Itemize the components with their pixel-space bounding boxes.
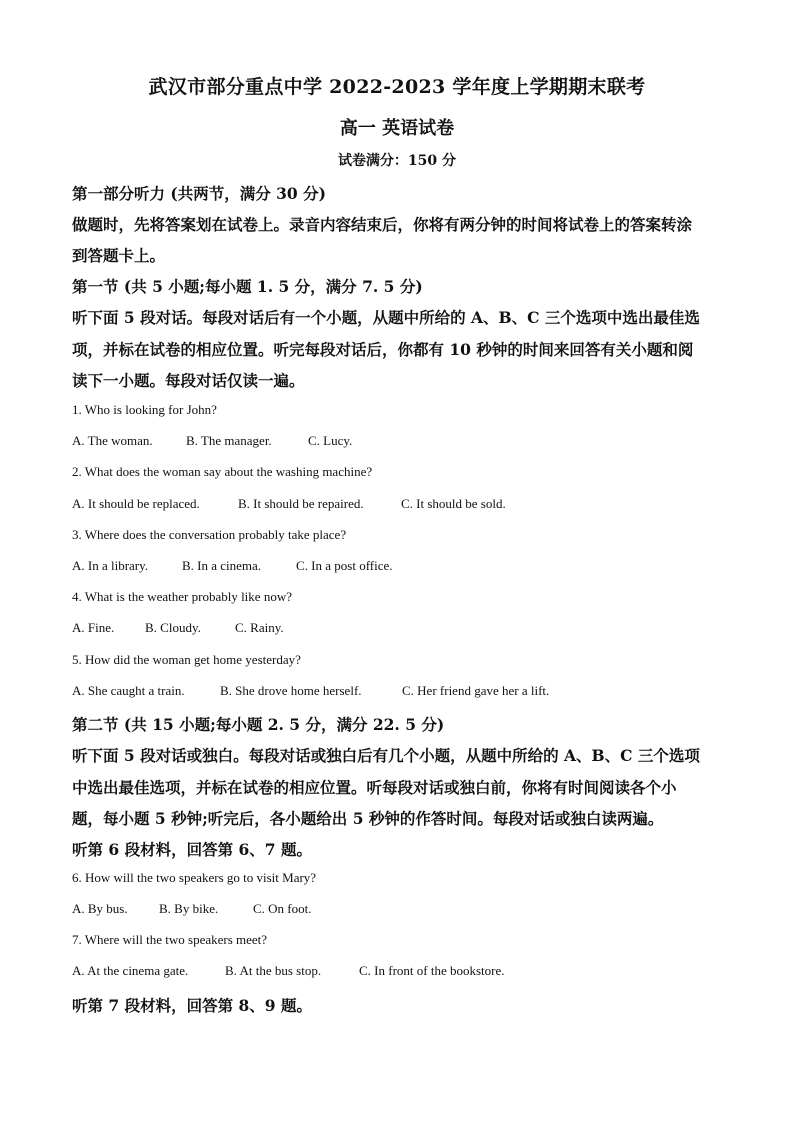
question-6: 6. How will the two speakers go to visit Mary? [72, 870, 317, 885]
question-6-options [72, 901, 722, 917]
question-2: 2. What does the woman say about the washing machine? [72, 464, 373, 479]
section2-instruction-line1: 听下面 5 段对话或独白。每段对话或独白后有几个小题，从题中所给的 A、B、C 三个选项 [72, 746, 700, 765]
question-5-option-b: B. She drove home herself. [220, 683, 362, 698]
question-6-option-a: A. By bus. [72, 901, 128, 916]
question-1-option-c: C. Lucy. [308, 433, 353, 448]
question-4-options [72, 620, 722, 636]
question-7: 7. Where will the two speakers meet? [72, 932, 268, 947]
question-3-option-c: C. In a post office. [296, 558, 393, 573]
question-4-option-a: A. Fine. [72, 620, 115, 635]
part1-heading: 第一部分听力 (共两节，满分 30 分) [72, 184, 326, 203]
section1-instruction-line3: 读下一小题。每段对话仅读一遍。 [72, 371, 305, 390]
question-4-option-c: C. Rainy. [235, 620, 284, 635]
part1-instruction-line2: 到答题卡上。 [72, 246, 166, 265]
question-7-option-b: B. At the bus stop. [225, 963, 322, 978]
question-6-option-c: C. On foot. [253, 901, 312, 916]
section2-instruction-line3: 题，每小题 5 秒钟;听完后，各小题给出 5 秒钟的作答时间。每段对话或独白读两遍。 [72, 809, 664, 828]
question-4: 4. What is the weather probably like now? [72, 589, 292, 604]
question-1-option-b: B. The manager. [186, 433, 272, 448]
question-6-option-b: B. By bike. [159, 901, 219, 916]
part1-instruction-line1: 做题时，先将答案划在试卷上。录音内容结束后，你将有两分钟的时间将试卷上的答案转涂 [72, 215, 693, 234]
question-1-option-a: A. The woman. [72, 433, 153, 448]
question-3: 3. Where does the conversation probably take place? [72, 527, 347, 542]
question-2-options [72, 496, 722, 512]
question-3-options [72, 558, 722, 574]
section2-instruction-line2: 中选出最佳选项，并标在试卷的相应位置。听每段对话或独白前，你将有时间阅读各个小 [72, 778, 677, 797]
material-7-heading: 听第 7 段材料，回答第 8、9 题。 [72, 996, 312, 1015]
section1-instruction-line1: 听下面 5 段对话。每段对话后有一个小题，从题中所给的 A、B、C 三个选项中选出最佳选 [72, 308, 700, 327]
question-2-option-b: B. It should be repaired. [238, 496, 364, 511]
question-5-options [72, 683, 722, 699]
question-7-option-c: C. In front of the bookstore. [359, 963, 505, 978]
question-4-option-b: B. Cloudy. [145, 620, 201, 635]
question-2-option-a: A. It should be replaced. [72, 496, 200, 511]
question-1-options [72, 433, 722, 449]
question-1: 1. Who is looking for John? [72, 402, 217, 417]
section1-heading: 第一节 (共 5 小题;每小题 1. 5 分，满分 7. 5 分) [72, 277, 423, 296]
section2-heading: 第二节 (共 15 小题;每小题 2. 5 分，满分 22. 5 分) [72, 715, 445, 734]
question-3-option-b: B. In a cinema. [182, 558, 262, 573]
question-5-option-c: C. Her friend gave her a lift. [402, 683, 550, 698]
exam-subtitle: 高一 英语试卷 [339, 118, 455, 139]
question-2-option-c: C. It should be sold. [401, 496, 506, 511]
question-5-option-a: A. She caught a train. [72, 683, 185, 698]
exam-score: 试卷满分：150 分 [337, 153, 457, 169]
exam-title: 武汉市部分重点中学 2022-2023 学年度上学期期末联考 [148, 76, 646, 98]
material-6-heading: 听第 6 段材料，回答第 6、7 题。 [72, 840, 312, 859]
question-7-option-a: A. At the cinema gate. [72, 963, 189, 978]
section1-instruction-line2: 项，并标在试卷的相应位置。听完每段对话后，你都有 10 秒钟的时间来回答有关小题和阅 [72, 340, 694, 359]
question-7-options [72, 963, 722, 979]
question-3-option-a: A. In a library. [72, 558, 149, 573]
question-5: 5. How did the woman get home yesterday? [72, 652, 301, 667]
